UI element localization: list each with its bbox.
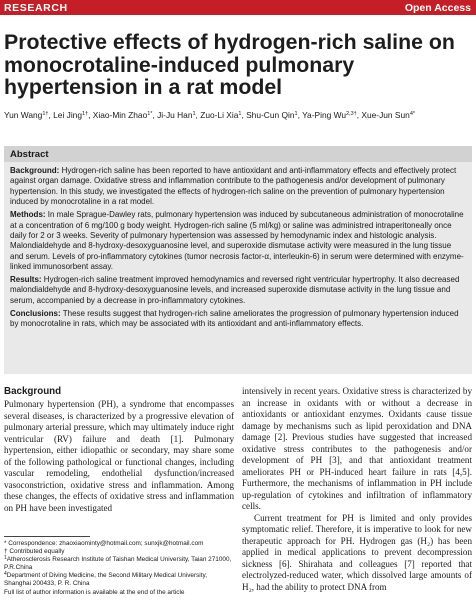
author-name: Ya-Ping Wu <box>302 110 347 120</box>
footnote-text: Full list of author information is available at the end of the article <box>4 588 185 596</box>
author-separator: , <box>195 110 201 120</box>
footnote <box>4 540 232 548</box>
abstract-section <box>10 166 466 208</box>
abstract-section-label: Background: <box>10 166 60 175</box>
abstract-section-label: Results: <box>10 275 42 285</box>
abstract-heading: Abstract <box>4 146 472 162</box>
author-name: Lei Jing <box>53 110 82 120</box>
article-title: Protective effects of hydrogen-rich saline on monocrotaline-induced pulmonary hypertension in a rat model <box>4 30 455 99</box>
abstract-section-text: These results suggest that hydrogen-rich saline ameliorates the progression of pulmonary hypertension induced by monocrotaline in rats, which may be associated with its antioxidant and anti-inflammatory effects. <box>10 308 459 329</box>
body-paragraph: Pulmonary hypertension (PH), a syndrome that encompasses several diseases, is characterized by a progressive elevation of pulmonary arterial pressure, which may ultimately induce right ventricular (RV) failure and death [1]. Pulmonary hypertension, either idiopathic or secondary, may share some of the following pathological or functional changes, including vascular remodeling, endothelial dysfunction/increased vasoconstriction, oxidative stress and inflammation. Among these changes, the effects of oxidative stress and inflammation on PH have been investigated <box>4 399 234 513</box>
author-affiliation-marker: 1† <box>82 111 89 117</box>
abstract-section-text: Hydrogen-rich saline treatment improved hemodynamics and reversed right ventricular hypertrophy. It also decreased malondialdehyde and 8-hydroxy-desoxyguanosine levels, and increased superoxide dismutase activity in the lung tissue and serum, accompanied by a decrease in pro-inflammatory cytokines. <box>10 275 460 305</box>
author-name: Yun Wang <box>4 110 43 120</box>
author-separator: , <box>152 110 158 120</box>
abstract-box <box>4 146 472 374</box>
author-list <box>4 110 472 121</box>
author-affiliation-marker: 4* <box>409 111 416 117</box>
author-name: Xiao-Min Zhao <box>92 110 148 120</box>
author-separator: , <box>356 110 362 120</box>
author-affiliation-marker: 1* <box>147 111 153 117</box>
footnote-text: Department of Diving Medicine, the Second Military Medical University, Shanghai 200433, P. R. China <box>4 572 207 588</box>
footnotes <box>4 536 232 597</box>
author-separator: , <box>48 110 54 120</box>
author-affiliation-marker: 1 <box>294 111 298 117</box>
author-affiliation-marker: 1 <box>192 111 196 117</box>
footnote <box>4 572 232 588</box>
author-separator: , <box>241 110 247 120</box>
footnote-rule <box>4 536 90 537</box>
footnote-text: † Contributed equally <box>4 548 65 556</box>
author-affiliation-marker: 1† <box>42 111 49 117</box>
body-paragraph: intensively in recent years. Oxidative stress is characterized by an increase in oxidants with or without a decrease in antioxidants or antioxidant enzymes. Oxidants cause tissue damage by mechanisms such as lipid peroxidation and DNA damage [2]. Previous studies have suggested that increased oxidative stress contributes to the pathogenesis and/or development of PH [3], and that antioxidant treatment ameliorates PH or PH-induced heart failure in rats [4,5]. Furthermore, the mechanisms of inflammation in PH include up-regulation of cytokines and infiltration of inflammatory cells. <box>242 386 472 511</box>
author-affiliation-marker: 1 <box>238 111 242 117</box>
abstract-section-text: Hydrogen-rich saline has been reported to have antioxidant and anti-inflammatory effects and effectively protect against organ damage. Oxidative stress and inflammation contribute to the pathogenesis and/or development of pulmonary hypertension. In this study, we investigated the effects of hydrogen-rich saline on the prevention of pulmonary hypertension induced by monocrotaline in a rat model. <box>10 166 457 207</box>
footnote-text: Atherosclerosis Research Institute of Taishan Medical University, Taian 271000, P.R.China <box>4 556 232 572</box>
body-column-right <box>242 386 472 593</box>
abstract-section <box>10 309 466 330</box>
footnote-marker: 4 <box>4 571 7 578</box>
author-separator: , <box>297 110 303 120</box>
footnote <box>4 589 232 597</box>
open-access-label: Open Access <box>404 1 471 14</box>
article-type-bar <box>0 0 476 15</box>
body-column-left <box>4 386 234 514</box>
footnote-text: * Correspondence: zhaoxiaominty@hotmail.com; sunxjk@hotmail.com <box>4 540 204 547</box>
author-name: Shu-Cun Qin <box>246 110 295 120</box>
abstract-section <box>10 210 466 272</box>
body-paragraph: Current treatment for PH is limited and only provides symptomatic relief. Therefore, it is imperative to look for new therapeutic approach for PH. Hydrogen gas (H₂) has been applied in medical applications to prevent decompression sickness [6]. Shirahata and colleagues [7] reported that electrolyzed-reduced water, which dissolved large amounts of H₂, had the ability to protect DNA from <box>242 512 472 592</box>
footnote <box>4 556 232 572</box>
abstract-section-text: In male Sprague-Dawley rats, pulmonary hypertension was induced by subcutaneous administration of monocrotaline at a concentration of 6 mg/100 g body weight. Hydrogen-rich saline (5 ml/kg) or saline was administred intraperitoneally once daily for 2 or 3 weeks. Severity of pulmonary hypertension was assessed by hemodynamic index and histologic analysis. Malondialdehyde and 8-hydroxy-desoxyguanosine level, and superoxide dismutase activity were measured in the lung tissue and serum. Levels of pro-inflammatory cytokines (tumor necrosis factor-α, interleukin-6) in serum were determined with enzyme-linked immunosorbent assay. <box>10 210 464 272</box>
footnote-marker: 1 <box>4 555 7 562</box>
section-heading-background: Background <box>4 386 62 397</box>
footnote <box>4 548 232 556</box>
abstract-section <box>10 275 466 306</box>
author-separator: , <box>88 110 93 120</box>
abstract-section-label: Conclusions: <box>10 308 61 318</box>
author-affiliation-marker: 2,3† <box>346 111 357 117</box>
abstract-section-label: Methods: <box>10 210 46 220</box>
article-type-label: RESEARCH <box>4 1 68 14</box>
author-name: Ji-Ju Han <box>157 110 193 120</box>
author-name: Xue-Jun Sun <box>361 110 410 120</box>
author-name: Zuo-Li Xia <box>200 110 239 120</box>
abstract-body <box>4 162 472 330</box>
